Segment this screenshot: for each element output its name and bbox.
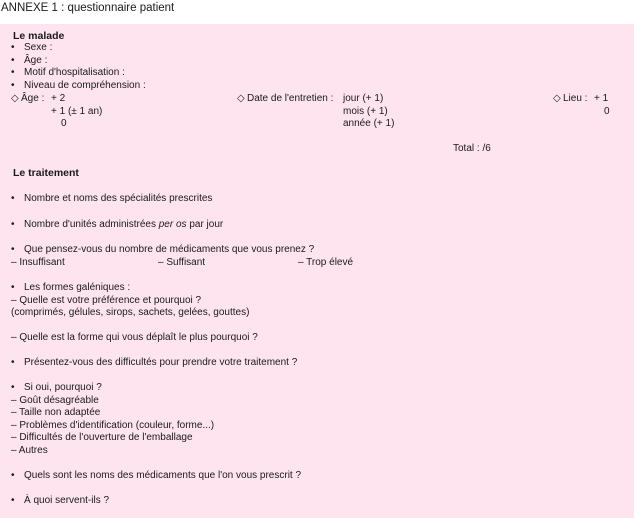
bullet-icon: •	[11, 282, 15, 293]
score-date-value-1: jour (+ 1)	[343, 93, 384, 104]
list-item-age: • Âge :	[11, 54, 48, 66]
question-a-quoi-servent: • À quoi servent-ils ?	[11, 495, 110, 506]
bullet-icon: •	[11, 470, 15, 481]
option-taille: – Taille non adaptée	[11, 407, 101, 418]
question-noms-medicaments: • Quels sont les noms des médicaments que l'on vous prescrit ?	[11, 470, 302, 481]
bullet-icon: •	[11, 79, 15, 91]
bullet-icon: •	[11, 54, 15, 66]
score-age-value-2: + 1 (± 1 an)	[51, 105, 103, 117]
bullet-icon: •	[11, 193, 15, 204]
section-title-traitement: Le traitement	[13, 167, 79, 179]
annex-title: ANNEXE 1 : questionnaire patient	[1, 2, 175, 14]
score-age: ◇ Âge :	[11, 93, 45, 104]
option-identification: – Problèmes d'identification (couleur, forme...)	[11, 419, 215, 431]
bullet-icon: •	[11, 382, 15, 393]
diamond-icon: ◇	[237, 93, 245, 104]
question-preference: – Quelle est votre préférence et pourquoi ?	[11, 294, 202, 306]
score-age-value-3: 0	[61, 118, 67, 129]
bullet-icon: •	[11, 495, 15, 506]
list-item-motif: • Motif d'hospitalisation :	[11, 67, 125, 78]
section-title-malade: Le malade	[13, 30, 65, 42]
bullet-icon: •	[11, 219, 15, 230]
option-suffisant: – Suffisant	[158, 256, 206, 268]
total-score: Total : /6	[453, 143, 491, 154]
diamond-icon: ◇	[553, 93, 561, 104]
list-item-niveau: • Niveau de compréhension :	[11, 79, 146, 91]
questionnaire-panel	[0, 24, 634, 518]
bullet-icon: •	[11, 67, 15, 78]
bullet-icon: •	[11, 357, 15, 368]
question-formes-galeniques: • Les formes galéniques :	[11, 282, 131, 293]
formes-examples: (comprimés, gélules, sirops, sachets, gelées, gouttes)	[11, 307, 250, 318]
option-trop-eleve: – Trop élevé	[298, 256, 354, 268]
bullet-icon: •	[11, 42, 15, 53]
question-si-oui: • Si oui, pourquoi ?	[11, 382, 102, 393]
question-forme-deplait: – Quelle est la forme qui vous déplaît le plus pourquoi ?	[11, 332, 258, 343]
option-insuffisant: – Insuffisant	[11, 256, 65, 268]
score-date: ◇ Date de l'entretien :	[237, 93, 334, 104]
score-date-value-3: année (+ 1)	[343, 118, 395, 129]
option-autres: – Autres	[11, 444, 48, 456]
score-lieu: ◇ Lieu :	[553, 93, 588, 104]
question-difficultes: • Présentez-vous des difficultés pour prendre votre traitement ?	[11, 357, 298, 368]
score-lieu-value-1: + 1	[594, 93, 609, 104]
score-age-value-1: + 2	[51, 93, 66, 104]
question-specialites: • Nombre et noms des spécialités prescrites	[11, 193, 213, 204]
question-nombre-medicaments: • Que pensez-vous du nombre de médicaments que vous prenez ?	[11, 244, 315, 255]
option-gout: – Goût désagréable	[11, 394, 99, 406]
score-date-value-2: mois (+ 1)	[343, 105, 388, 117]
question-unites: • Nombre d'unités administrées per os par jour	[11, 219, 224, 230]
diamond-icon: ◇	[11, 93, 19, 104]
bullet-icon: •	[11, 244, 15, 255]
option-ouverture: – Difficultés de l'ouverture de l'emballage	[11, 432, 193, 443]
list-item-sexe: • Sexe :	[11, 42, 53, 53]
score-lieu-value-2: 0	[604, 105, 610, 117]
